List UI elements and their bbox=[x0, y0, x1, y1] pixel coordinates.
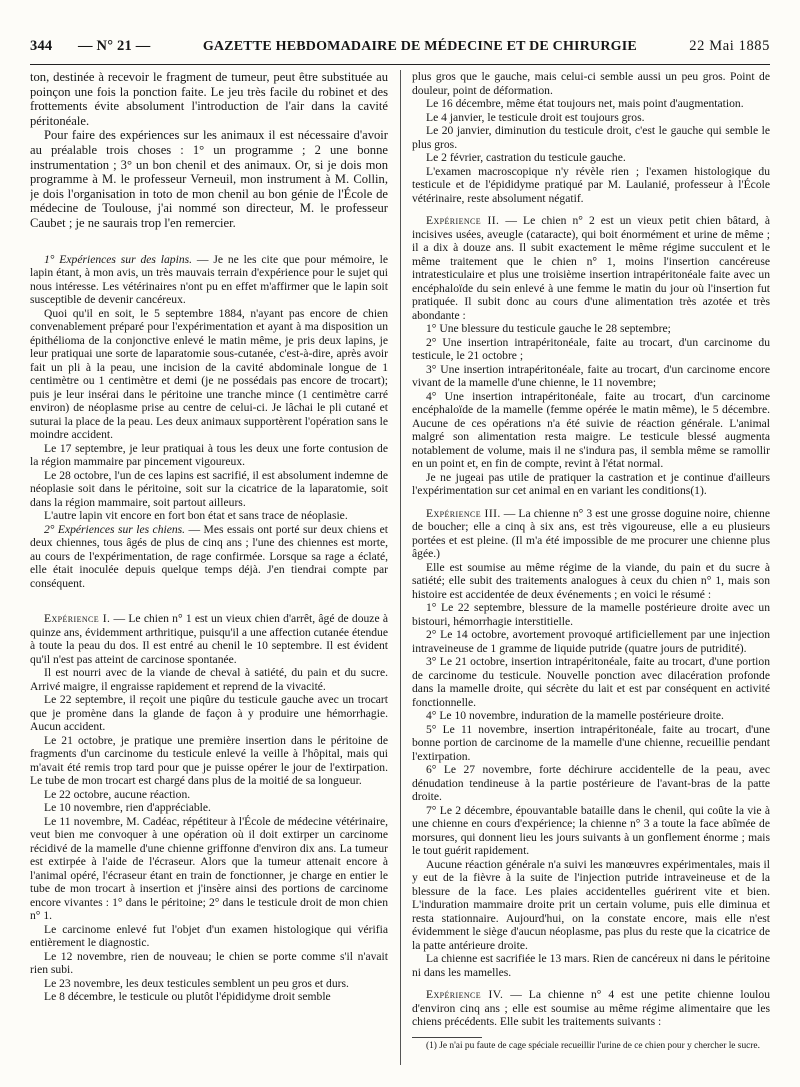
paragraph-text: Le 23 novembre, les deux testicules semblent un peu gros et durs. bbox=[44, 976, 349, 990]
paragraph-text: La chienne est sacrifiée le 13 mars. Rien de cancéreux ni dans le péritoine ni dans les mamelles. bbox=[412, 952, 770, 979]
section-heading: Expérience IV. bbox=[426, 988, 504, 1001]
paragraph-text: plus gros que le gauche, mais celui-ci semble aussi un peu gros. Point de douleur, point de déformation. bbox=[412, 70, 770, 97]
paragraph bbox=[412, 858, 770, 953]
paragraph bbox=[412, 709, 770, 723]
paragraph-text: Le 4 janvier, le testicule droit est toujours gros. bbox=[426, 110, 645, 124]
paragraph-text: Le 10 novembre, rien d'appréciable. bbox=[44, 801, 211, 815]
paragraph-text: 1° Une blessure du testicule gauche le 28 septembre; bbox=[426, 322, 671, 335]
paragraph-text: Le 2 février, castration du testicule gauche. bbox=[426, 151, 626, 164]
paragraph bbox=[412, 471, 770, 498]
paragraph bbox=[30, 815, 388, 923]
paragraph-text: Le 8 décembre, le testicule ou plutôt l'épididyme droit semble bbox=[44, 990, 331, 1004]
paragraph bbox=[412, 165, 770, 206]
paragraph bbox=[412, 97, 770, 111]
paragraph-text: Quoi qu'il en soit, le 5 septembre 1884, n'ayant pas encore de chien convenablement préparé pour l'expérimentation et ayant à ma disposition un épithélioma de la conjonctive enlevé le matin même, je pris deux lapins, je leur pratiquai une sorte de laparatomie sous-cutanée, c'est-à-dire, après avoir fait un pli à la peau, une incision de la cavité abdominale longue de 1 centimètre ou 1 centimètre et demi (je ne possédais pas encore de trocart); puis je leur insérai dans le péritoine une tranche mince (1 centimètre carré environ) de néoplasme prise au centre de celui-ci. Je lâchai le pli cutané et suturai la place de la peau. Les deux animaux supportèrent l'opération sans le moindre accident. bbox=[30, 306, 388, 442]
paragraph-text: L'examen macroscopique n'y révèle rien ; l'examen histologique du testicule et de l'épididyme pratiqué par M. Laulanié, professeur à l'École vétérinaire, reste absolument négatif. bbox=[412, 164, 770, 205]
paragraph bbox=[30, 469, 388, 510]
paragraph bbox=[412, 151, 770, 165]
running-header bbox=[30, 38, 770, 66]
paragraph-text: ton, destinée à recevoir le fragment de tumeur, peut être substituée au poinçon une fois la ponction faite. Le jeu très facile du robinet et des frottements évite absolument l'introduction de l'air dans la cavité péritonéale. bbox=[30, 70, 388, 128]
paragraph-text: 5° Le 11 novembre, insertion intrapéritonéale, faite au trocart, d'une bonne portion de carcinome de la mamelle d'une chienne, recueillie pendant l'extirpation. bbox=[412, 722, 770, 763]
issue-date: 22 Mai 1885 bbox=[689, 38, 770, 54]
paragraph bbox=[30, 950, 388, 977]
paragraph bbox=[30, 253, 388, 307]
paragraph bbox=[30, 734, 388, 788]
paragraph-text: — La chienne n° 3 est une grosse doguine noire, chienne de boucher; elle a cinq à six ans, est très vigoureuse, elle a eu plusieurs portées et est pleine. (Il m'a été impossible de me procurer une chienne plus âgée.) bbox=[412, 506, 770, 560]
paragraph-text: — Je ne les cite que pour mémoire, le lapin étant, à mon avis, un très mauvais terrain d'expérience pour le sujet qui nous intéresse. Les vétérinaires n'ont pu en effet m'affirmer que le lapin soit susceptible de devenir cancéreux. bbox=[30, 252, 388, 307]
paragraph bbox=[412, 363, 770, 390]
left-column bbox=[30, 70, 388, 1070]
paragraph bbox=[412, 763, 770, 804]
paragraph-text: 3° Une insertion intrapéritonéale, faite au trocart, d'un carcinome encore vivant de la mamelle d'une chienne, le 11 novembre; bbox=[412, 362, 770, 389]
paragraph bbox=[412, 804, 770, 858]
section-heading: Expérience II. bbox=[426, 214, 500, 227]
issue-number: — N° 21 — bbox=[78, 38, 151, 54]
paragraph bbox=[412, 507, 770, 561]
paragraph-text: 4° Le 10 novembre, induration de la mamelle postérieure droite. bbox=[426, 709, 724, 722]
paragraph-text: Elle est soumise au même régime de la viande, du pain et du sucre à satiété; elle subit des traitements analogues à ceux du chien n° 1, mais son histoire est accidentée de deux événements ; en voici le résumé : bbox=[412, 560, 770, 601]
paragraph-text: 3° Le 21 octobre, insertion intrapéritonéale, faite au trocart, d'une portion de carcinome du testicule. Nouvelle ponction avec dilacération profonde dans la mamelle droite, qui sécrète du lait et est par conséquent en activité fonctionnelle. bbox=[412, 655, 770, 709]
paragraph bbox=[412, 561, 770, 602]
page-number: 344 bbox=[30, 38, 53, 54]
paragraph bbox=[30, 523, 388, 591]
paragraph-text: Le 12 novembre, rien de nouveau; le chien se porte comme s'il n'avait rien subi. bbox=[30, 949, 388, 977]
paragraph bbox=[412, 124, 770, 151]
paragraph bbox=[30, 666, 388, 693]
paragraph-text: 4° Une insertion intrapéritonéale, faite au trocart, d'un carcinome encéphaloïde de la mamelle (femme opérée le matin même), le 5 décembre. Aucune de ces opérations n'a été suivie de réaction générale. L'animal malgré son alimentation resta maigre. Le testicule blessé augmenta notablement de volume, mais il ne s'indura pas, il sembla même se ramollir en un point et, en fin de compte, revint à l'état normal. bbox=[412, 389, 770, 470]
paragraph-text: 1° Le 22 septembre, blessure de la mamelle postérieure droite avec un bistouri, hémorrhagie interstitielle. bbox=[412, 601, 770, 628]
paragraph bbox=[412, 214, 770, 322]
paragraph-text: Je ne jugeai pas utile de pratiquer la castration et je continue d'ailleurs l'expérimentation sur cet animal en en variant les conditions(1). bbox=[412, 470, 770, 497]
paragraph-text: — La chienne n° 4 est une petite chienne loulou d'environ cinq ans ; elle est soumise au même régime alimentaire que les chiens précédents. Elle subit les traitements suivants : bbox=[412, 988, 770, 1028]
paragraph bbox=[30, 923, 388, 950]
paragraph bbox=[30, 307, 388, 442]
paragraph bbox=[30, 509, 388, 523]
paragraph bbox=[412, 601, 770, 628]
paragraph bbox=[412, 988, 770, 1029]
paragraph bbox=[30, 990, 388, 1004]
paragraph bbox=[30, 128, 388, 230]
section-heading: Expérience I. bbox=[44, 612, 111, 626]
paragraph bbox=[30, 801, 388, 815]
paragraph bbox=[30, 612, 388, 666]
paragraph-text: 2° Le 14 octobre, avortement provoqué artificiellement par une injection intraveineuse de 1 gramme de liquide putride (quatre jours de putridité). bbox=[412, 628, 770, 655]
paragraph-text: — Le chien n° 2 est un vieux petit chien bâtard, à incisives usées, aveugle (cataracte), qui boit énormément et urine de même ; il a dix à douze ans. Il subit exactement le même régime succulent et le même traitement que le chien n° 1, moins l'insertion cancéreuse intratesticulaire et plus une troisième insertion intrapéritonéale faite avec un encéphaloïde du sein enlevé à une femme le matin du jour où l'insertion fut pratiquée. Il subit donc au cours d'une alimentation très azotée et très abondante : bbox=[412, 214, 770, 322]
section-heading: Expérience III. bbox=[426, 506, 501, 520]
paragraph-text: 7° Le 2 décembre, épouvantable bataille dans le chenil, qui coûte la vie à une chienne en cours d'expérience; la chienne n° 3 a toute la face abîmée de morsures, qui donnent lieu les jours suivants à un gonflement énorme ; mais le tout guérit rapidement. bbox=[412, 803, 770, 857]
paragraph bbox=[30, 788, 388, 802]
paragraph-text: 6° Le 27 novembre, forte déchirure accidentelle de la peau, avec dénudation tendineuse à la partie postérieure de l'avant-bras de la patte droite. bbox=[412, 763, 770, 803]
paragraph bbox=[412, 390, 770, 471]
right-column bbox=[412, 70, 770, 1070]
paragraph bbox=[412, 111, 770, 125]
journal-title: GAZETTE HEBDOMADAIRE DE MÉDECINE ET DE CHIRURGIE bbox=[202, 39, 637, 54]
paragraph-text: Le 11 novembre, M. Cadéac, répétiteur à l'École de médecine vétérinaire, veut bien me convoquer à une opération où il doit extirper un carcinome récidivé de la mamelle d'une chienne griffonne d'environ dix ans. La tumeur est extirpée à l'aide de l'écraseur. Alors que la tumeur attenait encore à l'animal opéré, l'écraseur étant en train de fonctionner, je charge en entier le tube de mon trocart à insertion et j'insère ainsi des portions de carcinome encore vivantes : 1° dans le péritoine; 2° dans le testicule droit de mon chien n° 1. bbox=[30, 814, 388, 923]
paragraph-text: — Le chien n° 1 est un vieux chien d'arrêt, âgé de douze à quinze ans, évidemment arthritique, puisqu'il a une affection cutanée étendue à toute la peau du dos. Il est entré au chenil le 10 septembre. Il est évident qu'il n'est pas atteint de carcinose spontanée. bbox=[30, 612, 388, 666]
paragraph bbox=[412, 336, 770, 363]
paragraph-text: Le 21 octobre, je pratique une première insertion dans le péritoine de fragments d'un carcinome du testicule enlevé la veille à l'hôpital, mais qui m'avait été remis trop tard pour que je puisse opérer le jour de l'extirpation. Le tube de mon trocart est chargé dans plus de la moitié de sa longueur. bbox=[30, 733, 388, 788]
paragraph bbox=[30, 70, 388, 128]
section-heading: 2° Expériences sur les chiens. bbox=[44, 522, 186, 536]
paragraph bbox=[412, 952, 770, 979]
paragraph bbox=[30, 977, 388, 991]
paragraph-text: Pour faire des expériences sur les animaux il est nécessaire d'avoir au préalable trois choses : 1° un programme ; 2 une bonne instrumentation ; 3° un bon chenil et des animaux. Or, si je dois mon programme à M. le professeur Verneuil, mon instrument à M. Collin, je dois l'organisation in toto de mon chenil au bon génie de l'École de médecine de Toulouse, j'ai nommé son directeur, M. le professeur Caubet ; je ne saurais trop l'en remercier. bbox=[30, 128, 388, 230]
paragraph bbox=[412, 723, 770, 764]
paragraph bbox=[412, 70, 770, 97]
paragraph bbox=[30, 442, 388, 469]
paragraph-text: Il est nourri avec de la viande de cheval à satiété, du pain et du sucre. Arrivé maigre, il engraisse rapidement et reprend de la vivacité. bbox=[30, 666, 388, 693]
paragraph-text: Le 22 septembre, il reçoit une piqûre du testicule gauche avec un trocart que je promène dans la glande de façon à y produire une hémorrhagie. Aucun accident. bbox=[30, 693, 388, 734]
paragraph-text: Le 16 décembre, même état toujours net, mais point d'augmentation. bbox=[426, 97, 744, 110]
paragraph bbox=[412, 322, 770, 336]
paragraph-text: — Mes essais ont porté sur deux chiens et deux chiennes, tous âgés de plus de cinq ans ; l'une des chiennes est morte, au cours de l'expérimentation, de rage confirmée. Lorsque sa rage a éclaté, elle était inoculée depuis quelque temps déjà. J'en tiendrai compte par conséquent. bbox=[30, 522, 388, 590]
paragraph-text: 2° Une insertion intrapéritonéale, faite au trocart, d'un carcinome du testicule, le 21 octobre ; bbox=[412, 335, 770, 362]
section-heading: 1° Expériences sur des lapins. bbox=[44, 252, 193, 266]
paragraph bbox=[412, 655, 770, 709]
paragraph bbox=[412, 628, 770, 655]
paragraph-text: Le 22 octobre, aucune réaction. bbox=[44, 787, 191, 801]
paragraph-text: Le carcinome enlevé fut l'objet d'un examen histologique qui vérifia entièrement le diagnostic. bbox=[30, 922, 388, 950]
header-rule bbox=[30, 64, 770, 65]
column-divider bbox=[400, 70, 401, 1065]
paragraph-text: Le 28 octobre, l'un de ces lapins est sacrifié, il est absolument indemne de néoplasie soit dans le péritoine, soit sur la cicatrice de la laparatomie, soit dans la région mammaire, soit partout ailleurs. bbox=[30, 468, 388, 509]
footnote-rule bbox=[412, 1037, 482, 1038]
paragraph-text: Aucune réaction générale n'a suivi les manœuvres expérimentales, mais il y eut de la fièvre à la suite de l'injection putride intraveineuse et de la blessure de la face. Les plaies accidentelles guérirent vite et bien. L'induration mammaire droite prit un certain volume, puis elle diminua et resta stationnaire. Aujourd'hui, on la constate encore, mais elle n'est évidemment le siège d'aucun néoplasme, pas plus du reste que la cicatrice de la patte antérieure droite. bbox=[412, 857, 770, 952]
paragraph-text: Le 17 septembre, je leur pratiquai à tous les deux une forte contusion de la région mammaire par pincement vigoureux. bbox=[30, 441, 388, 469]
paragraph-text: L'autre lapin vit encore en fort bon état et sans trace de néoplasie. bbox=[44, 509, 348, 523]
paragraph-text: Le 20 janvier, diminution du testicule droit, c'est le gauche qui semble le plus gros. bbox=[412, 124, 770, 151]
footnote: (1) Je n'ai pu faute de cage spéciale recueillir l'urine de ce chien pour y chercher le sucre. bbox=[426, 1040, 760, 1051]
paragraph bbox=[30, 693, 388, 734]
